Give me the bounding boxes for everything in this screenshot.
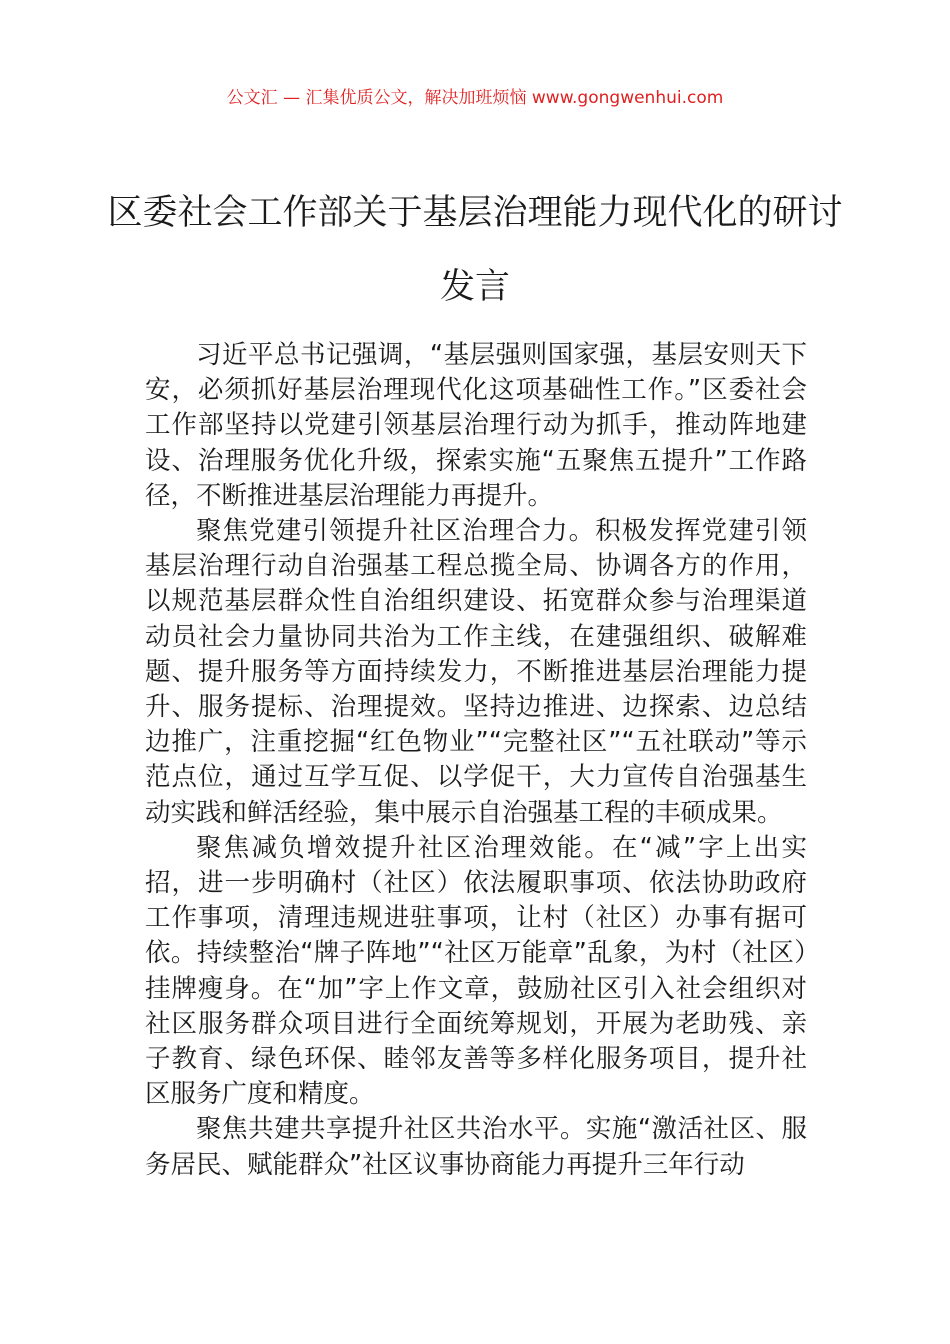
site-banner[interactable]: 公文汇 — 汇集优质公文，解决加班烦恼 www.gongwenhui.com <box>226 88 724 108</box>
paragraph: 习近平总书记强调，“基层强则国家强，基层安则天下安，必须抓好基层治理现代化这项基础性工作。”区委社会工作部坚持以党建引领基层治理行动为抓手，推动阵地建设、治理服务优化升级，探索实施“五聚焦五提升”工作路径，不断推进基层治理能力再提升。 <box>145 340 807 511</box>
document-body <box>145 338 807 1183</box>
paragraph: 聚焦减负增效提升社区治理效能。在“减”字上出实招，进一步明确村（社区）依法履职事项、依法协助政府工作事项，清理违规进驻事项，让村（社区）办事有据可依。持续整治“牌子阵地”“社区万能章”乱象，为村（社区）挂牌瘦身。在“加”字上作文章，鼓励社区引入社会组织对社区服务群众项目进行全面统筹规划，开展为老助残、亲子教育、绿色环保、睦邻友善等多样化服务项目，提升社区服务广度和精度。 <box>145 832 807 1110</box>
paragraph: 聚焦共建共享提升社区共治水平。实施“激活社区、服务居民、赋能群众”社区议事协商能力再提升三年行动 <box>145 1114 807 1180</box>
paragraph: 聚焦党建引领提升社区治理合力。积极发挥党建引领基层治理行动自治强基工程总揽全局、协调各方的作用，以规范基层群众性自治组织建设、拓宽群众参与治理渠道动员社会力量协同共治为工作主线，在建强组织、破解难题、提升服务等方面持续发力，不断推进基层治理能力提升、服务提标、治理提效。坚持边推进、边探索、边总结边推广，注重挖掘“红色物业”“完整社区”“五社联动”等示范点位，通过互学互促、以学促干，大力宣传自治强基生动实践和鲜活经验，集中展示自治强基工程的丰硕成果。 <box>145 516 807 828</box>
document-title: 区委社会工作部关于基层治理能力现代化的研讨发言 <box>107 193 843 307</box>
